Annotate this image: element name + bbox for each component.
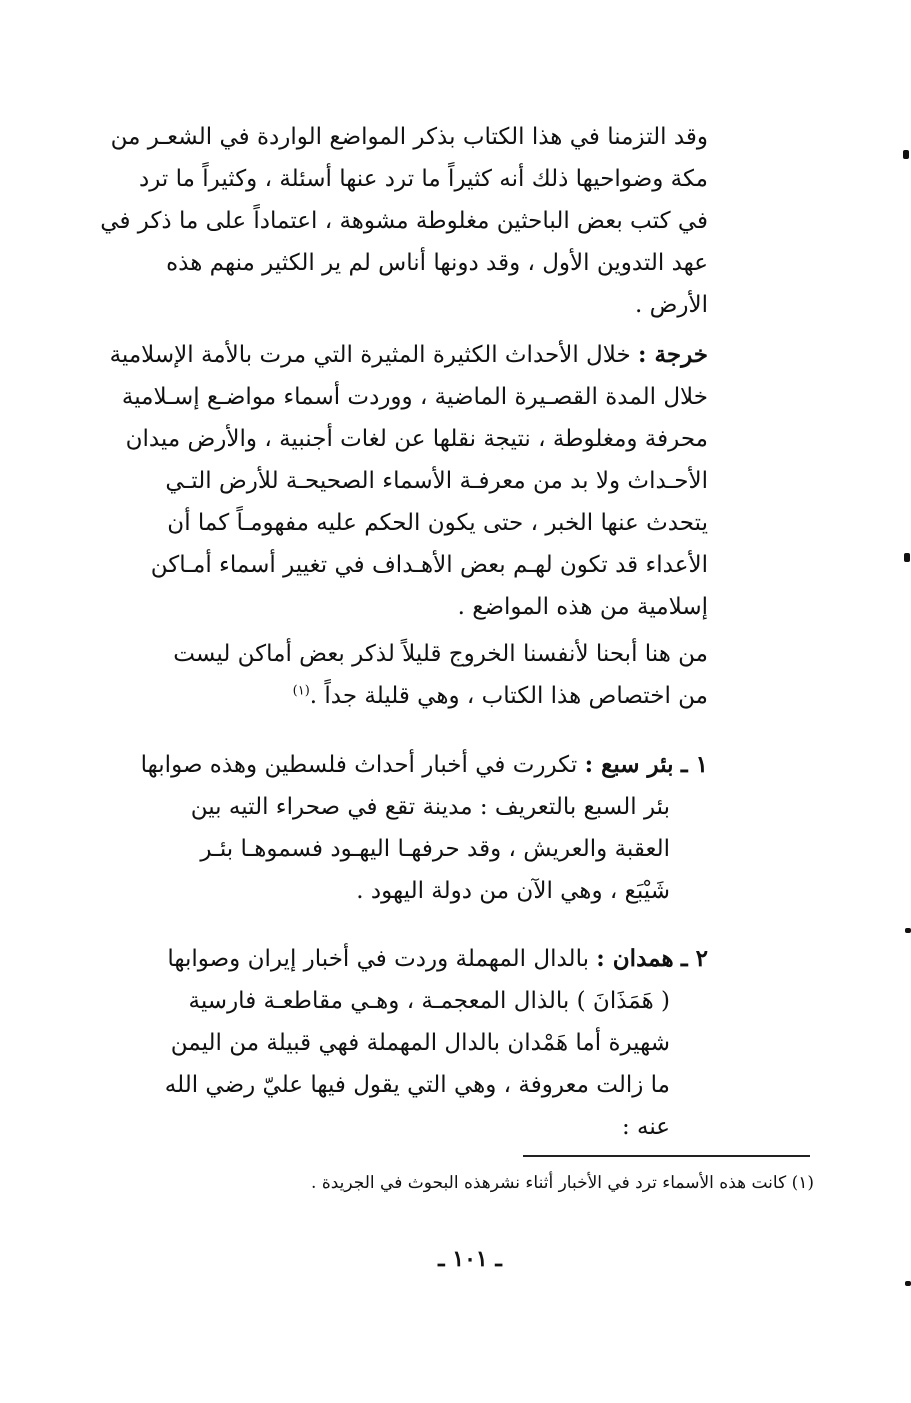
khuruja-paragraph xyxy=(109,334,708,628)
text-line xyxy=(148,675,708,717)
list-item-2 xyxy=(148,938,708,1148)
list-item-1 xyxy=(140,744,708,912)
page-number: ـ ١٠١ ـ xyxy=(438,1246,502,1272)
text-line: الأرض . xyxy=(634,292,708,318)
khuruja-line: خلال الأحداث الكثيرة المثيرة التي مرت بالأمة الإسلامية xyxy=(109,342,631,368)
item-term: همدان : xyxy=(596,945,674,972)
min-huna-line: من اختصاص هذا الكتاب ، وهي قليلة جداً . xyxy=(309,683,708,709)
text-line: إسلامية من هذه المواضع . xyxy=(457,594,708,620)
text-line: يتحدث عنها الخبر ، حتى يكون الحكم عليه مفهومـاً كما أن xyxy=(167,510,708,536)
min-huna-paragraph xyxy=(148,633,708,717)
text-line: من هنا أبحنا لأنفسنا الخروج قليلاً لذكر بعض أماكن ليست xyxy=(173,641,708,667)
text-line: عنه : xyxy=(621,1114,670,1140)
footnote-divider xyxy=(523,1155,810,1157)
text-line: الأعداء قد تكون لهـم بعض الأهـداف في تغيير أسماء أمـاكن xyxy=(150,552,708,578)
text-line: محرفة ومغلوطة ، نتيجة نقلها عن لغات أجنبية ، والأرض ميدان xyxy=(125,426,708,452)
text-line: بئر السبع بالتعريف : مدينة تقع في صحراء التيه بين xyxy=(190,794,670,820)
text-line xyxy=(109,334,708,376)
item-number: ٢ ـ xyxy=(680,945,708,972)
item-term: بئر سبع : xyxy=(584,751,674,778)
text-line xyxy=(140,744,708,786)
footnote: (١) كانت هذه الأسماء ترد في الأخبار أثناء نشرهذه البحوث في الجريدة . xyxy=(311,1173,814,1193)
text-line: شَيْبَع ، وهي الآن من دولة اليهود . xyxy=(356,878,670,904)
text-line: عهد التدوين الأول ، وقد دونها أناس لم ير الكثير منهم هذه xyxy=(166,250,708,276)
text-line: خلال المدة القصـيرة الماضية ، ووردت أسماء مواضـع إسـلامية xyxy=(121,384,708,410)
scan-edge-mark xyxy=(905,1281,911,1286)
text-line: العقبة والعريش ، وقد حرفهـا اليهـود فسموهـا بئـر xyxy=(200,836,670,862)
text-line: في كتب بعض الباحثين مغلوطة مشوهة ، اعتماداً على ما ذكر في xyxy=(100,208,708,234)
text-line: وقد التزمنا في هذا الكتاب بذكر المواضع الواردة في الشعـر من xyxy=(110,124,708,150)
item-number: ١ ـ xyxy=(680,751,708,778)
khuruja-term: خرجة : xyxy=(638,341,708,368)
footnote-marker: (١) xyxy=(292,683,310,699)
text-line xyxy=(148,938,708,980)
item-first-line: بالدال المهملة وردت في أخبار إيران وصوابها xyxy=(167,946,589,972)
text-line: شهيرة أما هَمْدان بالدال المهملة فهي قبيلة من اليمن xyxy=(170,1030,670,1056)
text-line: الأحـداث ولا بد من معرفـة الأسماء الصحيحـة للأرض التـي xyxy=(165,468,708,494)
item-first-line: تكررت في أخبار أحداث فلسطين وهذه صوابها xyxy=(140,752,578,778)
text-line: ( هَمَذَانَ ) بالذال المعجمـة ، وهـي مقاطعـة فارسية xyxy=(188,988,670,1014)
scan-edge-mark xyxy=(905,928,911,933)
text-line: مكة وضواحيها ذلك أنه كثيراً ما ترد عنها أسئلة ، وكثيراً ما ترد xyxy=(138,166,708,192)
intro-paragraph xyxy=(100,116,708,326)
scan-edge-mark xyxy=(903,150,909,159)
text-line: ما زالت معروفة ، وهي التي يقول فيها عليّ رضي الله xyxy=(164,1072,670,1098)
scan-edge-mark xyxy=(904,553,910,562)
